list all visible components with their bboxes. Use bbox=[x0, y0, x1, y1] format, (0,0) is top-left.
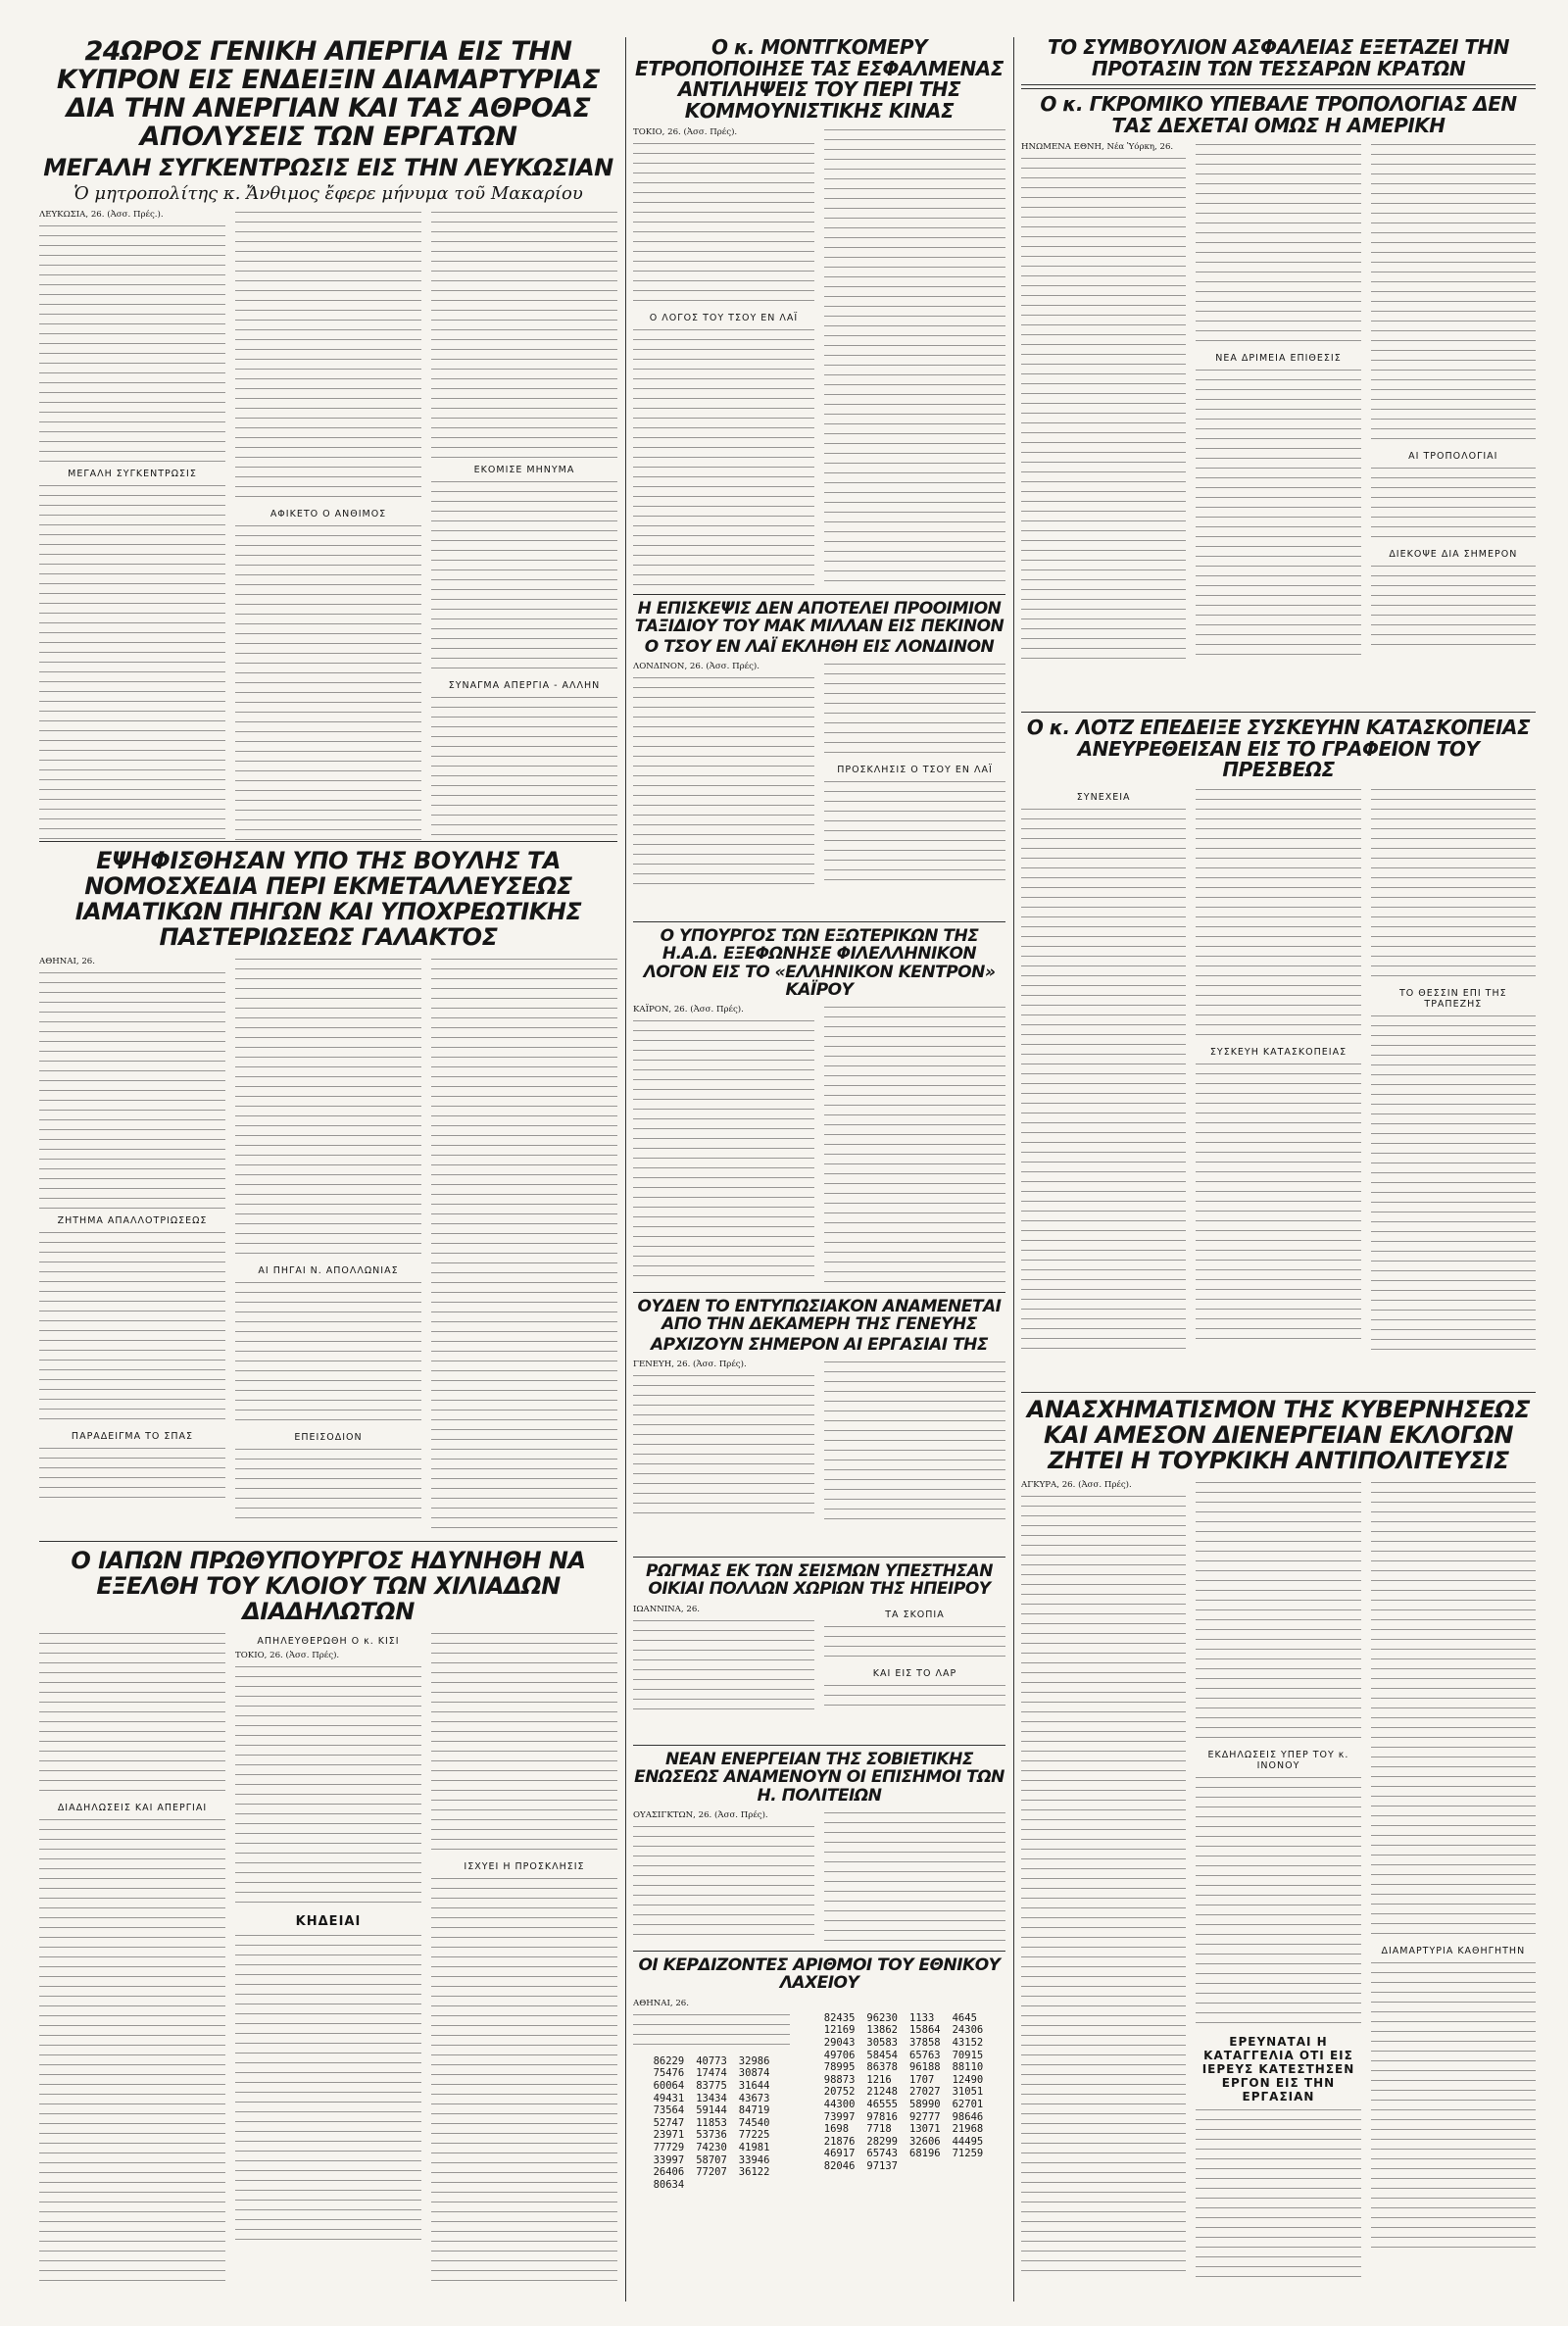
body-text-block bbox=[633, 675, 814, 891]
lottery-number: 84719 bbox=[738, 2104, 770, 2117]
lottery-number: 97816 bbox=[866, 2110, 898, 2123]
lottery-number: 32606 bbox=[909, 2135, 941, 2148]
subhead: ΔΙΑΔΗΛΩΣΕΙΣ ΚΑΙ ΑΠΕΡΓΙΑΙ bbox=[57, 1802, 208, 1813]
lottery-number: 65743 bbox=[866, 2148, 898, 2160]
subhead: ΑΙ ΠΗΓΑΙ Ν. ΑΠΟΛΛΩΝΙΑΣ bbox=[258, 1264, 399, 1276]
body-text-block bbox=[824, 1683, 1005, 1712]
lottery-number: 37858 bbox=[909, 2036, 941, 2049]
lottery-number: 74540 bbox=[738, 2116, 770, 2129]
column-1 bbox=[39, 957, 225, 1535]
body-text-block bbox=[824, 662, 1005, 760]
lottery-number: 58454 bbox=[866, 2049, 898, 2061]
lottery-number: 29043 bbox=[823, 2036, 856, 2049]
body-text-block bbox=[431, 1631, 617, 1856]
column-1 bbox=[39, 1631, 225, 2292]
lottery-number: 31051 bbox=[952, 2086, 984, 2099]
subhead: ΤΟ ΘΕΣΣΙΝ ΕΠΙ ΤΗΣ ΤΡΑΠΕΖΗΣ bbox=[1399, 987, 1507, 1010]
body-text-block bbox=[1196, 1775, 1360, 2030]
subhead: ΕΚΟΜΙΣΕ ΜΗΝΥΜΑ bbox=[473, 464, 575, 475]
double-divider bbox=[1021, 84, 1536, 89]
body-text-block bbox=[1371, 1480, 1536, 1941]
lottery-number: 88110 bbox=[952, 2061, 984, 2074]
headline-cyprus-rally: ΜΕΓΑΛΗ ΣΥΓΚΕΝΤΡΩΣΙΣ ΕΙΣ ΤΗΝ ΛΕΥΚΩΣΙΑΝ bbox=[43, 153, 613, 181]
lottery-number-grid bbox=[802, 2012, 1005, 2173]
column-2 bbox=[1196, 787, 1360, 1361]
lottery-number: 24306 bbox=[952, 2024, 984, 2037]
lottery-number: 82046 bbox=[823, 2159, 856, 2172]
column-1 bbox=[1021, 142, 1186, 669]
body-text-block bbox=[39, 970, 225, 1211]
divider bbox=[633, 1951, 1005, 1952]
column-3 bbox=[1371, 787, 1536, 1361]
lottery-number: 58990 bbox=[909, 2098, 941, 2110]
column-1 bbox=[633, 662, 814, 895]
body-text-block bbox=[1371, 564, 1536, 652]
dateline: ΛΟΝΔΙΝΟΝ, 26. (Ἀσσ. Πρές). bbox=[633, 662, 760, 672]
dateline: ΓΕΝΕΥΗ, 26. (Ἀσσ. Πρές). bbox=[633, 1360, 747, 1370]
lottery-number: 27027 bbox=[909, 2086, 941, 2099]
body-text-block bbox=[633, 1373, 814, 1520]
headline-us-minister: Ο ΥΠΟΥΡΓΟΣ ΤΩΝ ΕΞΩΤΕΡΙΚΩΝ ΤΗΣ Η.Α.Δ. ΕΞΕΦΩΝΗΣΕ ΦΙΛΕΛΛΗΝΙΚΟΝ ΛΟΓΟΝ ΕΙΣ ΤΟ «ΕΛΛΗΝΙΚΟΝ ΚΕΝΤΡΟΝ» ΚΑΪΡΟΥ bbox=[643, 927, 996, 1001]
column-3 bbox=[1371, 1480, 1536, 2288]
article-soviet bbox=[633, 1751, 1005, 1947]
lottery-number: 21248 bbox=[866, 2086, 898, 2099]
article-japan bbox=[39, 1549, 617, 2308]
subhead: Ο ΛΟΓΟΣ ΤΟΥ ΤΣΟΥ ΕΝ ΛΑΪ bbox=[649, 313, 799, 324]
lottery-number: 52747 bbox=[653, 2116, 685, 2129]
lottery-number: 44300 bbox=[823, 2098, 856, 2110]
subhead: ΠΡΟΣΚΛΗΣΙΣ Ο ΤΣΟΥ ΕΝ ΛΑΪ bbox=[837, 765, 993, 776]
subhead: ΑΠΗΛΕΥΘΕΡΩΘΗ Ο κ. ΚΙΣΙ bbox=[257, 1635, 400, 1647]
body-text-block bbox=[633, 2012, 790, 2052]
divider bbox=[633, 921, 1005, 922]
headline-soviet: ΝΕΑΝ ΕΝΕΡΓΕΙΑΝ ΤΗΣ ΣΟΒΙΕΤΙΚΗΣ ΕΝΩΣΕΩΣ ΑΝΑΜΕΝΟΥΝ ΟΙ ΕΠΙΣΗΜΟΙ ΤΩΝ Η. ΠΟΛΙΤΕΙΩΝ bbox=[634, 1751, 1004, 1806]
dateline: ΙΩΑΝΝΙΝΑ, 26. bbox=[633, 1604, 701, 1614]
body-text-block bbox=[633, 141, 814, 308]
column-2 bbox=[235, 1631, 421, 2292]
dateline: ΤΟΚΙΟ, 26. (Ἀσσ. Πρές). bbox=[235, 1650, 340, 1660]
article-cyprus-strike bbox=[39, 37, 617, 841]
lottery-number: 98873 bbox=[823, 2073, 856, 2086]
body-text-block bbox=[1021, 807, 1186, 1356]
subhead: ΙΣΧΥΕΙ Η ΠΡΟΣΚΛΗΣΙΣ bbox=[464, 1860, 585, 1872]
lottery-number: 73997 bbox=[823, 2110, 856, 2123]
divider bbox=[39, 841, 617, 842]
body-text-block bbox=[824, 779, 1005, 887]
lottery-number: 7718 bbox=[866, 2123, 892, 2136]
dateline: ΑΘΗΝΑΙ, 26. bbox=[633, 1998, 689, 2008]
lottery-number: 11853 bbox=[696, 2116, 727, 2129]
lottery-number: 13862 bbox=[866, 2024, 898, 2037]
body-text-block bbox=[824, 1005, 1005, 1284]
body-text-block bbox=[235, 1933, 421, 2247]
body-text-block bbox=[1196, 1062, 1360, 1346]
subhead: ΔΙΕΚΟΨΕ ΔΙΑ ΣΗΜΕΡΟΝ bbox=[1389, 549, 1518, 561]
column-1 bbox=[633, 127, 814, 586]
lottery-number: 43152 bbox=[952, 2036, 984, 2049]
lottery-number: 78995 bbox=[823, 2061, 856, 2074]
lottery-number: 80634 bbox=[653, 2178, 685, 2191]
lottery-number: 1133 bbox=[909, 2011, 935, 2024]
article-montgomery bbox=[633, 37, 1005, 586]
divider bbox=[633, 1557, 1005, 1558]
lottery-results bbox=[633, 2012, 1005, 2192]
dateline: ΚΑΪΡΟΝ, 26. (Ἀσσ. Πρές). bbox=[633, 1005, 744, 1015]
subhead: ΣΥΣΚΕΥΗ ΚΑΤΑΣΚΟΠΕΙΑΣ bbox=[1209, 1046, 1348, 1058]
body-text-block bbox=[633, 1018, 814, 1283]
lottery-number: 4645 bbox=[952, 2011, 977, 2024]
column-2 bbox=[824, 127, 1005, 586]
body-text-block bbox=[824, 1360, 1005, 1521]
column-1 bbox=[633, 1605, 814, 1720]
headline-geneva: ΟΥΔΕΝ ΤΟ ΕΝΤΥΠΩΣΙΑΚΟΝ ΑΝΑΜΕΝΕΤΑΙ ΑΠΟ ΤΗΝ ΔΕΚΑΜΕΡΗ ΤΗΣ ΓΕΝΕΥΗΣ bbox=[637, 1298, 1002, 1335]
body-text-block bbox=[431, 1876, 617, 2288]
headline-turkey: ΑΝΑΣΧΗΜΑΤΙΣΜΟΝ ΤΗΣ ΚΥΒΕΡΝΗΣΕΩΣ ΚΑΙ ΑΜΕΣΟΝ ΔΙΕΝΕΡΓΕΙΑΝ ΕΚΛΟΓΩΝ ΖΗΤΕΙ Η ΤΟΥΡΚΙΚΗ ΑΝΤΙΠΟΛΙΤΕΥΣΙΣ bbox=[1026, 1398, 1531, 1474]
column-1 bbox=[1021, 787, 1186, 1361]
lottery-number: 62701 bbox=[952, 2098, 984, 2110]
column-1 bbox=[39, 210, 225, 841]
subhead: ΑΦΙΚΕΤΟ Ο ΑΝΘΙΜΟΣ bbox=[270, 508, 387, 520]
lottery-number: 82435 bbox=[823, 2011, 856, 2024]
subhead: ΔΙΑΜΑΡΤΥΡΙΑ ΚΑΘΗΓΗΤΗΝ bbox=[1381, 1945, 1526, 1956]
divider bbox=[1021, 1392, 1536, 1393]
lottery-number: 21876 bbox=[823, 2135, 856, 2148]
divider bbox=[633, 1745, 1005, 1746]
lottery-number: 46917 bbox=[823, 2148, 856, 2160]
body-text-block bbox=[824, 1810, 1005, 1947]
lottery-number: 49706 bbox=[823, 2049, 856, 2061]
column-divider bbox=[1013, 37, 1014, 2301]
lottery-number: 33997 bbox=[653, 2153, 685, 2166]
subhead: ΚΗΔΕΙΑΙ bbox=[295, 1913, 362, 1929]
lottery-number: 86378 bbox=[866, 2061, 898, 2074]
lottery-number: 60064 bbox=[653, 2079, 685, 2092]
lottery-number: 74230 bbox=[696, 2141, 727, 2153]
lottery-number: 97137 bbox=[866, 2159, 898, 2172]
article-lottery bbox=[633, 1956, 1005, 2309]
lottery-number: 33946 bbox=[738, 2153, 770, 2166]
subhead: ΕΠΕΙΣΟΔΙΟΝ bbox=[294, 1431, 363, 1443]
column-1 bbox=[1021, 1480, 1186, 2288]
column-1 bbox=[633, 1810, 814, 1947]
body-text-block bbox=[431, 479, 617, 675]
headline-lodge: Ο κ. ΛΟΤΖ ΕΠΕΔΕΙΞΕ ΣΥΣΚΕΥΗΝ ΚΑΤΑΣΚΟΠΕΙΑΣ ΑΝΕΥΡΕΘΕΙΣΑΝ ΕΙΣ ΤΟ ΓΡΑΦΕΙΟΝ ΤΟΥ ΠΡΕΣΒΕΩΣ bbox=[1026, 718, 1531, 782]
divider bbox=[633, 1292, 1005, 1293]
body-text-block bbox=[431, 957, 617, 1535]
lottery-number: 49431 bbox=[653, 2092, 685, 2104]
lottery-number: 15864 bbox=[909, 2024, 941, 2037]
lottery-number: 75476 bbox=[653, 2067, 685, 2080]
column-2 bbox=[1196, 142, 1360, 669]
headline-lottery: ΟΙ ΚΕΡΔΙΖΟΝΤΕΣ ΑΡΙΘΜΟΙ ΤΟΥ ΕΘΝΙΚΟΥ ΛΑΧΕΙΟΥ bbox=[638, 1956, 1001, 1994]
body-text-block bbox=[235, 1664, 421, 1909]
subhead: ΑΙ ΤΡΟΠΟΛΟΓΙΑΙ bbox=[1408, 451, 1498, 463]
headline-gromyko: Ο κ. ΓΚΡΟΜΙΚΟ ΥΠΕΒΑΛΕ ΤΡΟΠΟΛΟΓΙΑΣ ΔΕΝ ΤΑΣ ΔΕΧΕΤΑΙ ΟΜΩΣ Η ΑΜΕΡΙΚΗ bbox=[1040, 92, 1517, 137]
lottery-number: 20752 bbox=[823, 2086, 856, 2099]
body-text-block bbox=[39, 1817, 225, 2288]
body-text-block bbox=[824, 1624, 1005, 1663]
subhead: ΖΗΤΗΜΑ ΑΠΑΛΛΟΤΡΙΩΣΕΩΣ bbox=[57, 1214, 208, 1226]
lottery-number: 96230 bbox=[866, 2011, 898, 2024]
headline-cyprus: 24ΩΡΟΣ ΓΕΝΙΚΗ ΑΠΕΡΓΙΑ ΕΙΣ ΤΗΝ ΚΥΠΡΟΝ ΕΙΣ ΕΝΔΕΙΞΙΝ ΔΙΑΜΑΡΤΥΡΙΑΣ ΔΙΑ ΤΗΝ ΑΝΕΡΓΙΑΝ ΚΑΙ ΤΑΣ ΑΘΡΟΑΣ ΑΠΟΛΥΣΕΙΣ ΤΩΝ ΕΡΓΑΤΩΝ bbox=[56, 37, 601, 153]
lottery-number: 77225 bbox=[738, 2129, 770, 2142]
lottery-number: 43673 bbox=[738, 2092, 770, 2104]
body-text-block bbox=[633, 1824, 814, 1942]
lottery-number: 26406 bbox=[653, 2166, 685, 2179]
body-text-block bbox=[1196, 787, 1360, 1042]
lottery-number: 70915 bbox=[952, 2049, 984, 2061]
lottery-number: 77207 bbox=[696, 2166, 727, 2179]
body-text-block bbox=[1021, 156, 1186, 666]
lottery-number: 44495 bbox=[952, 2135, 984, 2148]
column-2 bbox=[824, 1810, 1005, 1947]
body-text-block bbox=[39, 483, 225, 841]
divider bbox=[39, 1541, 617, 1542]
divider bbox=[633, 594, 1005, 595]
lottery-numbers-left bbox=[633, 2012, 790, 2192]
subhead: ΜΕΓΑΛΗ ΣΥΓΚΕΝΤΡΩΣΙΣ bbox=[68, 468, 197, 479]
lottery-number: 53736 bbox=[696, 2129, 727, 2142]
column-3 bbox=[431, 957, 617, 1535]
lottery-number: 83775 bbox=[696, 2079, 727, 2092]
lottery-number: 73564 bbox=[653, 2104, 685, 2117]
lottery-number: 86229 bbox=[653, 2054, 685, 2067]
body-text-block bbox=[1196, 142, 1360, 348]
body-text-block bbox=[1196, 368, 1360, 662]
body-text-block bbox=[824, 127, 1005, 586]
subhead: ΕΡΕΥΝΑΤΑΙ Η ΚΑΤΑΓΓΕΛΙΑ ΟΤΙ ΕΙΣ ΙΕΡΕΥΣ ΚΑΤΕΣΤΗΣΕΝ ΕΡΓΟΝ ΕΙΣ ΤΗΝ ΕΡΓΑΣΙΑΝ bbox=[1201, 2034, 1355, 2103]
lottery-number: 36122 bbox=[738, 2166, 770, 2179]
headline-japan: Ο ΙΑΠΩΝ ΠΡΩΘΥΠΟΥΡΓΟΣ ΗΔΥΝΗΘΗ ΝΑ ΕΞΕΛΘΗ ΤΟΥ ΚΛΟΙΟΥ ΤΩΝ ΧΙΛΙΑΔΩΝ ΔΙΑΔΗΛΩΤΩΝ bbox=[71, 1549, 586, 1625]
column-2 bbox=[235, 957, 421, 1535]
article-lodge bbox=[1021, 718, 1536, 1384]
lottery-number-grid bbox=[633, 2055, 790, 2192]
column-2 bbox=[824, 1005, 1005, 1288]
body-text-block bbox=[235, 210, 421, 504]
lottery-number: 23971 bbox=[653, 2129, 685, 2142]
subhead: ΚΑΙ ΕΙΣ ΤΟ ΛΑΡ bbox=[872, 1667, 957, 1679]
dateline: ΤΟΚΙΟ, 26. (Ἀσσ. Πρές). bbox=[633, 127, 738, 138]
column-divider bbox=[625, 37, 626, 2301]
article-earthquake bbox=[633, 1562, 1005, 1739]
lottery-number: 13071 bbox=[909, 2123, 941, 2136]
lottery-number: 32986 bbox=[738, 2054, 770, 2067]
body-text-block bbox=[235, 523, 421, 841]
lottery-number: 1216 bbox=[866, 2073, 892, 2086]
body-text-block bbox=[235, 1447, 421, 1525]
subhead: ΤΑ ΣΚΟΠΙΑ bbox=[885, 1608, 945, 1620]
headline-geneva-begins: ΑΡΧΙΖΟΥΝ ΣΗΜΕΡΟΝ ΑΙ ΕΡΓΑΣΙΑΙ ΤΗΣ bbox=[651, 1334, 988, 1355]
lottery-number: 59144 bbox=[696, 2104, 727, 2117]
subhead: ΠΑΡΑΔΕΙΓΜΑ ΤΟ ΣΠΑΣ bbox=[71, 1430, 194, 1442]
lottery-number: 68196 bbox=[909, 2148, 941, 2160]
column-1 bbox=[633, 1360, 814, 1525]
lottery-number: 71259 bbox=[952, 2148, 984, 2160]
body-text-block bbox=[431, 695, 617, 841]
column-3 bbox=[431, 210, 617, 841]
subhead: ΣΥΝΕΧΕΙΑ bbox=[1076, 791, 1131, 803]
body-text-block bbox=[235, 957, 421, 1261]
body-text-block bbox=[1371, 466, 1536, 544]
body-text-block bbox=[1196, 2107, 1360, 2284]
lottery-number: 31644 bbox=[738, 2079, 770, 2092]
lottery-number: 58707 bbox=[696, 2153, 727, 2166]
column-3 bbox=[431, 1631, 617, 2292]
article-macmillan bbox=[633, 600, 1005, 916]
lottery-number: 65763 bbox=[909, 2049, 941, 2061]
lottery-number: 30583 bbox=[866, 2036, 898, 2049]
article-us-minister bbox=[633, 927, 1005, 1288]
subhead: ΕΚΔΗΛΩΣΕΙΣ ΥΠΕΡ ΤΟΥ κ. ΙΝΟΝΟΥ bbox=[1207, 1749, 1349, 1771]
column-3 bbox=[1371, 142, 1536, 669]
column-2 bbox=[824, 1360, 1005, 1525]
lottery-number: 17474 bbox=[696, 2067, 727, 2080]
headline-macmillan: Η ΕΠΙΣΚΕΨΙΣ ΔΕΝ ΑΠΟΤΕΛΕΙ ΠΡΟΟΙΜΙΟΝ ΤΑΞΙΔΙΟΥ ΤΟΥ ΜΑΚ ΜΙΛΛΑΝ ΕΙΣ ΠΕΚΙΝΟΝ bbox=[634, 600, 1004, 637]
body-text-block bbox=[633, 1618, 814, 1716]
body-text-block bbox=[1196, 1480, 1360, 1745]
lottery-number: 96188 bbox=[909, 2061, 941, 2074]
column-2 bbox=[824, 662, 1005, 895]
dateline: ΟΥΑΣΙΓΚΤΩΝ, 26. (Ἀσσ. Πρές). bbox=[633, 1810, 768, 1821]
lottery-numbers-right bbox=[802, 2012, 1005, 2192]
lottery-number: 40773 bbox=[696, 2054, 727, 2067]
lottery-number: 13434 bbox=[696, 2092, 727, 2104]
lottery-number: 28299 bbox=[866, 2135, 898, 2148]
body-text-block bbox=[39, 1631, 225, 1798]
column-2 bbox=[824, 1605, 1005, 1720]
headline-security-council: ΤΟ ΣΥΜΒΟΥΛΙΟΝ ΑΣΦΑΛΕΙΑΣ ΕΞΕΤΑΖΕΙ ΤΗΝ ΠΡΟΤΑΣΙΝ ΤΩΝ ΤΕΣΣΑΡΩΝ ΚΡΑΤΩΝ bbox=[1047, 37, 1510, 80]
body-text-block bbox=[39, 1446, 225, 1505]
article-geneva bbox=[633, 1298, 1005, 1551]
body-text-block bbox=[431, 210, 617, 460]
headline-zhou-london: Ο ΤΣΟΥ ΕΝ ΛΑΪ ΕΚΛΗΘΗ ΕΙΣ ΛΟΝΔΙΝΟΝ bbox=[644, 636, 995, 657]
lottery-number: 46555 bbox=[866, 2098, 898, 2110]
divider bbox=[1021, 712, 1536, 713]
dateline: ΗΝΩΜΕΝΑ ΕΘΝΗ, Νέα Ὑόρκη, 26. bbox=[1021, 142, 1174, 153]
subhead: ΣΥΝΑΓΜΑ ΑΠΕΡΓΙΑ - ΑΛΛΗΝ bbox=[448, 679, 601, 691]
headline-earthquake: ΡΩΓΜΑΣ ΕΚ ΤΩΝ ΣΕΙΣΜΩΝ ΥΠΕΣΤΗΣΑΝ ΟΙΚΙΑΙ ΠΟΛΛΩΝ ΧΩΡΙΩΝ ΤΗΣ ΗΠΕΙΡΟΥ bbox=[645, 1562, 993, 1600]
subhead: ΝΕΑ ΔΡΙΜΕΙΑ ΕΠΙΘΕΣΙΣ bbox=[1215, 353, 1342, 365]
column-2 bbox=[1196, 1480, 1360, 2288]
column-1 bbox=[633, 1005, 814, 1288]
lottery-number: 1707 bbox=[909, 2073, 935, 2086]
lottery-number: 12490 bbox=[952, 2073, 984, 2086]
lottery-number: 77729 bbox=[653, 2141, 685, 2153]
article-parliament bbox=[39, 849, 617, 1535]
body-text-block bbox=[1021, 1494, 1186, 2278]
dateline: ΑΘΗΝΑΙ, 26. bbox=[39, 956, 95, 966]
article-turkey bbox=[1021, 1398, 1536, 2309]
lottery-number: 1698 bbox=[823, 2123, 850, 2136]
lottery-number: 98646 bbox=[952, 2110, 984, 2123]
dateline: ΑΓΚΥΡΑ, 26. (Ἀσσ. Πρές). bbox=[1021, 1479, 1132, 1490]
lottery-number: 30874 bbox=[738, 2067, 770, 2080]
lottery-number: 41981 bbox=[738, 2141, 770, 2153]
headline-montgomery: Ο κ. ΜΟΝΤΓΚΟΜΕΡΥ ΕΤΡΟΠΟΠΟΙΗΣΕ ΤΑΣ ΕΣΦΑΛΜΕΝΑΣ ΑΝΤΙΛΗΨΕΙΣ ΤΟΥ ΠΕΡΙ ΤΗΣ ΚΟΜΜΟΥΝΙΣΤΙΚΗΣ ΚΙΝΑΣ bbox=[635, 37, 1004, 123]
body-text-block bbox=[1371, 1960, 1536, 2254]
column-2 bbox=[235, 210, 421, 841]
body-text-block bbox=[39, 1230, 225, 1426]
lottery-number: 12169 bbox=[823, 2024, 856, 2037]
body-text-block bbox=[1371, 1014, 1536, 1357]
article-security-council bbox=[1021, 37, 1536, 704]
body-text-block bbox=[235, 1280, 421, 1427]
lottery-number: 92777 bbox=[909, 2110, 941, 2123]
body-text-block bbox=[633, 327, 814, 586]
body-text-block bbox=[1371, 787, 1536, 983]
dateline: ΛΕΥΚΩΣΙΑ, 26. (Ἀσσ. Πρές.). bbox=[39, 209, 164, 220]
headline-parliament: ΕΨΗΦΙΣΘΗΣΑΝ ΥΠΟ ΤΗΣ ΒΟΥΛΗΣ ΤΑ ΝΟΜΟΣΧΕΔΙΑ ΠΕΡΙ ΕΚΜΕΤΑΛΛΕΥΣΕΩΣ ΙΑΜΑΤΙΚΩΝ ΠΗΓΩΝ ΚΑΙ ΥΠΟΧΡΕΩΤΙΚΗΣ ΠΑΣΤΕΡΙΩΣΕΩΣ ΓΑΛΑΚΤΟΣ bbox=[74, 849, 582, 951]
body-text-block bbox=[39, 223, 225, 464]
body-text-block bbox=[1371, 142, 1536, 446]
lottery-number: 21968 bbox=[952, 2123, 984, 2136]
subline-cyprus: Ὁ μητροπολίτης κ. Ἄνθιμος ἔφερε μήνυμα τοῦ Μακαρίου bbox=[74, 182, 583, 204]
